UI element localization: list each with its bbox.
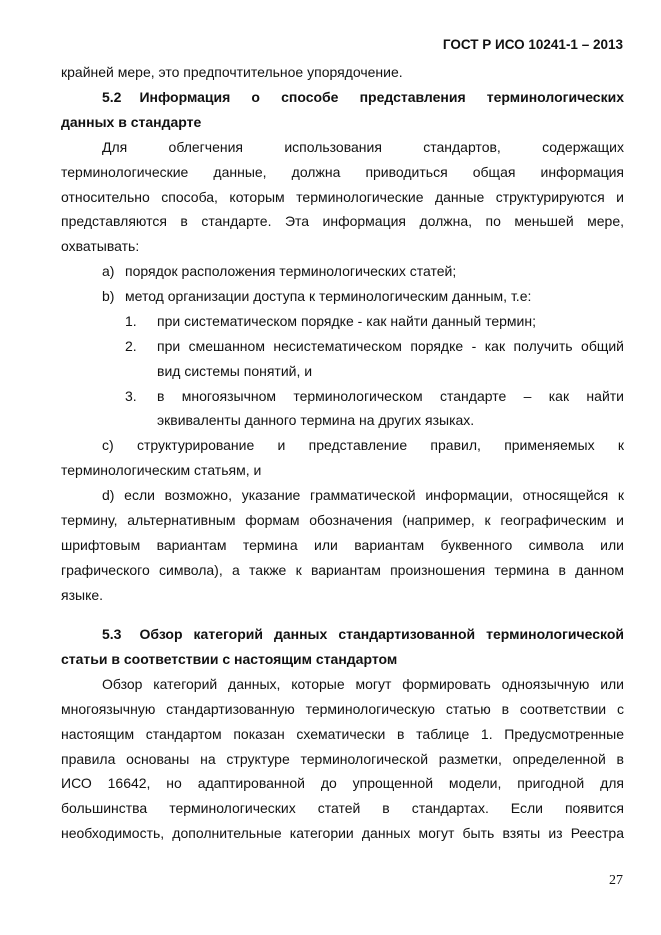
list-item-d-text-cont: языке. (61, 587, 104, 603)
list-item-b-text: метод организации доступа к терминологическим данным, т.е: (125, 288, 532, 304)
numbered-item-3-text-cont: эквиваленты данного термина на других языках. (157, 412, 475, 428)
numbered-item-2-label: 2. (125, 338, 137, 354)
paragraph-line: Для облегчения использования стандартов, содержащих (102, 139, 624, 155)
numbered-item-1-label: 1. (125, 313, 137, 329)
list-item-d-text-cont: графического символа), а также к вариантам произношения термина в данном (61, 562, 624, 578)
paragraph-line: настоящим стандартом показан схематически в таблице 1. Предусмотренные (61, 726, 624, 742)
section-5-3-number: 5.3 (102, 626, 122, 642)
paragraph-line: представляются в стандарте. Эта информация должна, по меньшей мере, (61, 213, 624, 229)
section-5-3-title-line2: статьи в соответствии с настоящим стандартом (61, 651, 398, 667)
section-5-3-heading (102, 626, 624, 643)
paragraph-line: многоязычную стандартизованную терминологическую статью в соответствии с (61, 701, 624, 717)
list-item-d-text-cont: шрифтовым вариантам термина или вариантам буквенного символа или (61, 537, 624, 553)
paragraph-line: Обзор категорий данных, которые могут формировать одноязычную или (102, 676, 624, 692)
paragraph-line: необходимость, дополнительные категории данных могут быть взяты из Реестра (61, 825, 624, 841)
intro-line: крайней мере, это предпочтительное упорядочение. (61, 64, 403, 80)
document-header: ГОСТ Р ИСО 10241-1 – 2013 (442, 37, 623, 52)
paragraph-line: большинства терминологических статей в стандартах. Если появится (61, 800, 624, 816)
list-item-d-text-cont: термину, альтернативным формам обозначения (например, к географическим и (61, 512, 624, 528)
numbered-item-1-text: при систематическом порядке - как найти данный термин; (157, 313, 536, 329)
list-item-b-label: b) (102, 288, 115, 304)
numbered-item-3-label: 3. (125, 388, 137, 404)
list-item-c-text-cont: терминологическим статьям, и (61, 462, 262, 478)
page-number: 27 (609, 873, 623, 888)
section-5-3-title-line1: Обзор категорий данных стандартизованной терминологической (139, 626, 624, 642)
numbered-item-3-text: в многоязычном терминологическом стандарте – как найти (157, 388, 624, 404)
section-5-2-title-line2: данных в стандарте (61, 114, 202, 130)
paragraph-line: ИСО 16642, но адаптированной до упрощенной модели, пригодной для (61, 775, 624, 791)
section-5-2-heading (102, 89, 624, 106)
list-item-a-label: a) (102, 263, 115, 279)
paragraph-line: терминологические данные, должна приводиться общая информация (61, 164, 624, 180)
paragraph-line: правила основаны на структуре терминологической разметки, определенной в (61, 751, 624, 767)
numbered-item-2-text-cont: вид системы понятий, и (157, 363, 313, 379)
section-5-2-number: 5.2 (102, 89, 122, 105)
paragraph-line: охватывать: (61, 238, 140, 254)
section-5-2-title-line1: Информация о способе представления терминологических (139, 89, 624, 105)
list-item-d-text: d) если возможно, указание грамматической информации, относящейся к (102, 487, 624, 503)
list-item-a-text: порядок расположения терминологических статей; (125, 263, 457, 279)
numbered-item-2-text: при смешанном несистематическом порядке - как получить общий (157, 338, 624, 354)
paragraph-line: относительно способа, которым терминологические данные структурируются и (61, 189, 624, 205)
list-item-c-text: c) структурирование и представление правил, применяемых к (102, 437, 624, 453)
